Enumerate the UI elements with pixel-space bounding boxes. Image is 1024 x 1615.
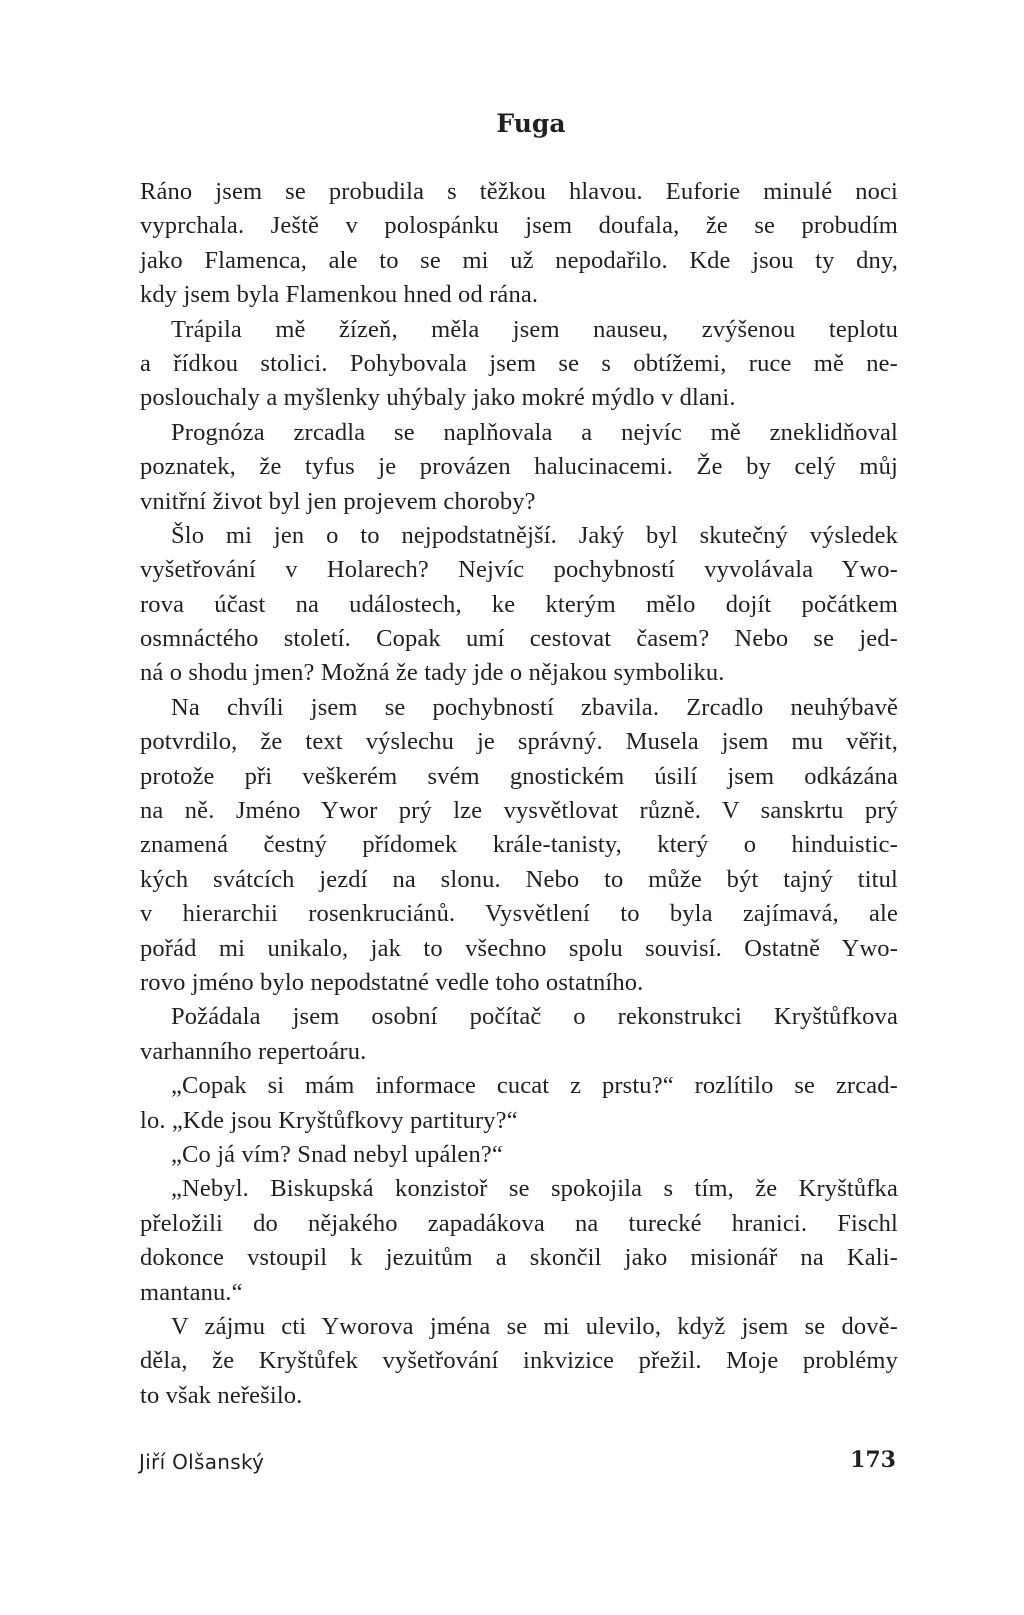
text-line: Šlo mi jen o to nejpodstatnější. Jaký byl skutečný výsledek: [171, 521, 898, 549]
text-line: přeložili do nějakého zapadákova na turecké hranici. Fischl: [140, 1209, 898, 1237]
paragraph: [140, 1172, 898, 1310]
text-line: dokonce vstoupil k jezuitům a skončil jako misionář na Kali-: [140, 1244, 898, 1272]
text-line: „Nebyl. Biskupská konzistoř se spokojila s tím, že Kryštůfka: [171, 1175, 898, 1203]
text-line: Na chvíli jsem se pochybností zbavila. Zrcadlo neuhýbavě: [171, 693, 898, 721]
text-line: na ně. Jméno Ywor prý lze vysvětlovat různě. V sanskrtu prý: [140, 797, 898, 825]
text-line: pořád mi unikalo, jak to všechno spolu souvisí. Ostatně Ywo-: [140, 934, 898, 962]
text-line: „Copak si mám informace cucat z prstu?“ rozlítilo se zrcad-: [171, 1072, 898, 1100]
text-line: varhanního repertoáru.: [140, 1037, 367, 1065]
text-line: potvrdilo, že text výslechu je správný. Musela jsem mu věřit,: [140, 728, 898, 756]
page-number: 173: [850, 1447, 896, 1473]
text-line: jako Flamenca, ale to se mi už nepodařilo. Kde jsou ty dny,: [140, 246, 898, 274]
body-text: [140, 175, 898, 1413]
text-line: vnitřní život byl jen projevem choroby?: [140, 487, 536, 515]
text-line: znamená čestný přídomek krále-tanisty, který o hinduistic-: [140, 831, 898, 859]
paragraph: [140, 1310, 898, 1413]
paragraph: [140, 175, 898, 313]
paragraph: [140, 1138, 898, 1172]
text-line: osmnáctého století. Copak umí cestovat časem? Nebo se jed-: [140, 625, 898, 653]
text-line: rova účast na událostech, ke kterým mělo dojít počátkem: [140, 590, 898, 618]
paragraph: [140, 1069, 898, 1138]
text-line: Ráno jsem se probudila s těžkou hlavou. Euforie minulé noci: [140, 178, 898, 205]
text-line: „Co já vím? Snad nebyl upálen?“: [171, 1140, 503, 1168]
paragraph: [140, 519, 898, 691]
text-line: vyprchala. Ještě v polospánku jsem doufala, že se probudím: [140, 212, 898, 240]
text-line: a řídkou stolici. Pohybovala jsem se s obtížemi, ruce mě ne-: [140, 349, 898, 377]
paragraph: [140, 1000, 898, 1069]
paragraph: [140, 313, 898, 416]
paragraph: [140, 416, 898, 519]
text-line: děla, že Kryštůfek vyšetřování inkvizice přežil. Moje problémy: [140, 1347, 898, 1375]
text-line: V zájmu cti Yworova jména se mi ulevilo, když jsem se dově-: [171, 1312, 898, 1340]
text-line: ná o shodu jmen? Možná že tady jde o nějakou symboliku.: [140, 659, 725, 687]
text-line: poznatek, že tyfus je provázen halucinacemi. Že by celý můj: [140, 453, 898, 481]
text-line: mantanu.“: [140, 1278, 243, 1306]
text-line: kdy jsem byla Flamenkou hned od rána.: [140, 281, 539, 309]
text-line: rovo jméno bylo nepodstatné vedle toho ostatního.: [140, 968, 644, 996]
text-line: lo. „Kde jsou Kryštůfkovy partitury?“: [140, 1106, 518, 1134]
paragraph: [140, 691, 898, 1001]
chapter-title: Fuga: [496, 109, 566, 138]
footer-author: Jiří Olšanský: [139, 1450, 265, 1474]
text-line: kých svátcích jezdí na slonu. Nebo to může být tajný titul: [140, 865, 898, 893]
text-line: Prognóza zrcadla se naplňovala a nejvíc mě zneklidňoval: [171, 418, 898, 446]
text-line: v hierarchii rosenkruciánů. Vysvětlení to byla zajímavá, ale: [140, 900, 898, 928]
text-line: Požádala jsem osobní počítač o rekonstrukci Kryštůfkova: [171, 1003, 898, 1031]
text-line: Trápila mě žízeň, měla jsem nauseu, zvýšenou teplotu: [171, 315, 898, 343]
text-line: protože při veškerém svém gnostickém úsilí jsem odkázána: [140, 762, 898, 790]
text-line: poslouchaly a myšlenky uhýbaly jako mokré mýdlo v dlani.: [140, 384, 736, 412]
text-line: to však neřešilo.: [140, 1381, 303, 1409]
text-line: vyšetřování v Holarech? Nejvíc pochybností vyvolávala Ywo-: [140, 556, 898, 584]
